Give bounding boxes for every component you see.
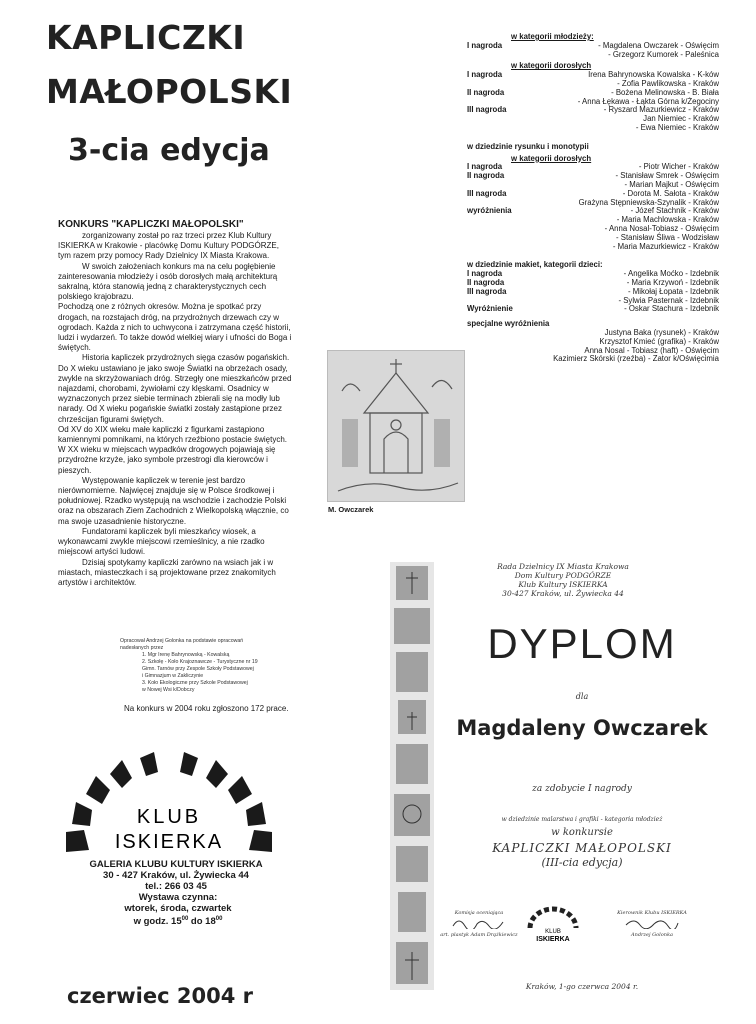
hours-days: wtorek, środa, czwartek (124, 903, 232, 914)
hours-label: Wystawa czynna: (138, 892, 218, 903)
winner-entry: Anna Nosal - Tobiasz (haft) - Oświęcim (584, 345, 719, 355)
winner-entry: - Piotr Wicher - Kraków (638, 162, 719, 172)
winner-entry: - Ryszard Mazurkiewicz - Kraków (603, 105, 719, 115)
diploma-signature-jury (434, 910, 524, 939)
winner-entry: Irena Bahrynowska Kowalska - K-ków (588, 70, 719, 80)
diploma-organizers (448, 562, 678, 598)
diploma-contest: KAPLICZKI MAŁOPOLSKI (492, 841, 672, 855)
sources-note (120, 638, 258, 694)
sources-intro: Opracował Andrzej Golonka na podstawie opracowań (120, 638, 244, 644)
award-label: Wyróżnienie (467, 304, 513, 314)
diploma-edition: (III-cia edycja) (541, 856, 623, 869)
logo-text-klub: KLUB (136, 806, 202, 828)
winner-entry: - Anna Nosal-Tobiasz - Oświęcim (604, 223, 719, 233)
diploma-logo (524, 906, 582, 946)
article-paragraph: Pochodzą one z różnych okresów. Można je spotkać przy drogach, na rozstajach dróg, na przydrożnych drzewach czy w ogrodach. Każda z nich to uchwycona i zatrzymana część historii, ludzi i wydarzeń. To także dowód wielkiej wiary i ufności do Boga i świętych. (58, 302, 292, 353)
results-group (467, 270, 719, 314)
award-label: I nagroda (467, 40, 503, 50)
article-paragraph: Fundatorami kapliczek byli mieszkańcy wiosek, a wykonawcami zwykle miejscowi rzemieślnicy, a nie rzadko miejscowi artyści ludowi. (58, 526, 265, 557)
title-line-1: KAPLICZKI (46, 18, 246, 57)
section-heading: w dziedzinie rysunku i monotypii (467, 141, 589, 151)
klub-iskierka-logo (60, 750, 278, 860)
article-paragraph: W swoich założeniach konkurs ma na celu pogłębienie zainteresowania młodzieży i osób dorosłych małą architekturą sakralną, która stanowią jedną z charakterystycznych cech polskiego krajobrazu. (58, 261, 278, 302)
result-row (467, 51, 719, 60)
result-row (467, 124, 719, 133)
hours-time (60, 914, 296, 927)
signature-title: Komisja oceniająca (454, 910, 504, 916)
hours-to-min: 00 (215, 916, 223, 922)
winner-entry: - Dorota M. Sałota - Kraków (622, 188, 719, 198)
chapel-artwork-image (327, 350, 465, 502)
sources-item: w Nowej Wsi k/Dobczy (142, 687, 195, 693)
section-heading: specjalne wyróżnienia (467, 319, 550, 329)
title-line-2: MAŁOPOLSKI (46, 72, 293, 111)
sources-item: Gimn. Tarnów przy Zespole Szkoły Podstawowej (142, 666, 254, 672)
winner-entry: - Józef Stachnik - Kraków (630, 206, 719, 216)
winner-entry: - Mikołaj Łopata - Izdebnik (627, 286, 719, 296)
result-row (467, 305, 719, 314)
diploma-org: 30-427 Kraków, ul. Żywiecka 44 (502, 589, 624, 598)
hours-from: w godz. 15 (133, 916, 182, 928)
sources-item: 3. Koło Ekologiczne przy Szkole Podstawowej (142, 680, 248, 686)
category-heading: w kategorii dorosłych (511, 153, 592, 163)
diploma-for: dla (575, 692, 589, 701)
results-group (467, 163, 719, 251)
winner-entry: Kazimierz Skórski (rzeźba) - Zator k/Oświęcimia (553, 354, 719, 364)
winner-entry: Jan Niemiec - Kraków (643, 114, 719, 124)
winner-entry: - Maria Mazurkiewicz - Kraków (612, 241, 719, 251)
article-paragraph: Od XV do XIX wieku małe kapliczki z figurkami zastąpiono kamiennymi pomnikami, na których rzeźbiono postacie świętych. W XX wieku w miejscach wypadków drogowych pojawiają się przydrożne krzyże, jako symbole przestrogi dla kierowców i pieszych. (58, 424, 287, 475)
article-paragraph: Dzisiaj spotykamy kapliczki zarówno na wsiach jak i w miastach, miasteczkach i są projektowane przez znakomitych artystów i architektów. (58, 557, 276, 587)
winner-entry: - Angelika Moćko - Izdebnik (623, 269, 719, 279)
winner-entry: Grażyna Stępniewska-Szynalik - Kraków (578, 197, 719, 207)
winner-entry: - Oskar Stachura - Izdebnik (624, 304, 719, 314)
result-row (467, 243, 719, 252)
award-label: I nagroda (467, 162, 503, 172)
diploma-logo-klub: KLUB (545, 929, 561, 935)
award-label: wyróżnienia (467, 206, 512, 216)
handwritten-signature (622, 917, 682, 929)
winner-entry: - Sylwia Pasternak - Izdebnik (618, 295, 719, 305)
award-label: III nagroda (467, 286, 507, 296)
article-paragraph: zorganizowany został po raz trzeci przez Klub Kultury ISKIERKA w Krakowie - placówkę Domu Kultury PODGÓRZE, tym razem przy pomocy Rady Dzielnicy IX Miasta Krakowa. (58, 231, 279, 261)
award-label: II nagroda (467, 277, 505, 287)
winner-entry: - Bożena Melinowska - B. Biała (611, 87, 719, 97)
artwork-caption: M. Owczarek (328, 505, 374, 514)
gallery-phone: tel.: 266 03 45 (145, 881, 207, 892)
results-group (467, 42, 719, 60)
winner-entry: - Stanisław Śliwa - Wodzisław (616, 232, 719, 242)
signature-name: Andrzej Golonka (631, 932, 673, 938)
diploma-contest-label: w konkursie (551, 827, 613, 838)
result-row (467, 355, 719, 364)
sources-intro: nadesłanych przez (120, 645, 164, 651)
gallery-address (58, 859, 294, 892)
winner-entry: - Maria Machlowska - Kraków (616, 215, 719, 225)
winner-entry: - Magdalena Owczarek - Oświęcim (598, 40, 719, 50)
award-label: III nagroda (467, 188, 507, 198)
award-label: I nagroda (467, 70, 503, 80)
hours-from-min: 00 (181, 916, 189, 922)
diploma-date: Kraków, 1-go czerwca 2004 r. (525, 982, 639, 991)
winner-entry: - Maria Krzywoń - Izdebnik (626, 277, 719, 287)
sources-item: 1. Mgr Irenę Bahrynowską - Kowalską (142, 652, 230, 658)
results-list (467, 33, 719, 364)
diploma-org: Rada Dzielnicy IX Miasta Krakowa (497, 562, 629, 571)
signature-name: art. plastyk Adam Drążkiewicz (440, 932, 518, 938)
winner-entry: - Grzegorz Kumorek - Paleśnica (608, 49, 719, 59)
winner-entry: - Anna Łękawa - Łąkta Górna k/Żegociny (577, 96, 719, 106)
footer-date: czerwiec 2004 r (67, 984, 253, 1008)
award-label: II nagroda (467, 87, 505, 97)
handwritten-signature (449, 917, 509, 929)
category-heading: w kategorii młodzieży: (511, 32, 594, 41)
diploma-logo-iskierka: ISKIERKA (536, 936, 570, 943)
diploma-award: za zdobycie I nagrody (532, 784, 632, 794)
sources-item: i Gimnazjum w Zakliczynie (142, 673, 204, 679)
results-group (467, 329, 719, 364)
award-label: I nagroda (467, 269, 503, 279)
winner-entry: Krzysztof Kmieć (grafika) - Kraków (599, 336, 719, 346)
winner-entry: - Marian Majkut - Oświęcim (624, 179, 719, 189)
category-heading: w kategorii dorosłych (511, 61, 592, 71)
article-heading: KONKURS "KAPLICZKI MAŁOPOLSKI" (58, 219, 244, 230)
award-label: III nagroda (467, 105, 507, 115)
award-label: II nagroda (467, 171, 505, 181)
diploma (388, 556, 736, 1016)
hours-to: do 18 (188, 916, 216, 928)
article-paragraph: Historia kapliczek przydrożnych sięga czasów pogańskich. Do X wieku ustawiano je jako swoje Światki na obrzeżach osady, zwykle na skrzyżowaniach dróg. Strzegły one mieszkańców przed najazdami, chorobami, żywiołami czy klęskami. Osadnicy w wyznaczonych przez siebie terminach zbierali się na modły lub narady. Od X wieku pogańskie światki zostały zastąpione przez chrześcijan figurami świętych. (58, 353, 292, 424)
article (58, 219, 292, 588)
signature-title: Kierownik Klubu ISKIERKA (617, 910, 687, 916)
winner-entry: - Stanisław Smrek - Oświęcim (615, 171, 719, 181)
diploma-signature-head (602, 910, 702, 939)
winner-entry: Justyna Baka (rysunek) - Kraków (604, 327, 719, 337)
section-heading: w dziedzinie makiet, kategorii dzieci: (467, 260, 603, 270)
results-group (467, 71, 719, 133)
sources-item: 2. Szkołę - Koło Krajoznawcze - Turystyczne nr 19 (142, 659, 258, 665)
winner-entry: - Ewa Niemiec - Kraków (635, 122, 719, 132)
gallery-street: 30 - 427 Kraków, ul. Żywiecka 44 (103, 870, 249, 881)
diploma-field: w dziedzinie malarstwa i grafiki - kategoria młodzież (501, 816, 663, 823)
title-line-3: 3-cia edycja (68, 133, 270, 168)
diploma-recipient: Magdaleny Owczarek (456, 716, 708, 740)
submission-count: Na konkurs w 2004 roku zgłoszono 172 prace. (124, 704, 289, 713)
diploma-org: Dom Kultury PODGÓRZE (514, 571, 612, 580)
opening-hours (60, 892, 296, 927)
logo-text-iskierka: ISKIERKA (114, 831, 224, 853)
article-paragraph: Występowanie kapliczek w terenie jest bardzo nierównomierne. Najwięcej znajduje się w Polsce środkowej i południowej. Rzadko występują na wschodzie i zachodzie Polski oraz na obszarach Ziem Zachodnich z Wielkopolską włącznie, co ma swoje uzasadnienie historyczne. (58, 475, 289, 526)
winner-entry: - Zofia Pawlikowska - Kraków (617, 78, 719, 88)
diploma-org: Klub Kultury ISKIERKA (518, 580, 608, 589)
diploma-title: DYPLOM (487, 620, 677, 667)
gallery-name: GALERIA KLUBU KULTURY ISKIERKA (89, 859, 263, 870)
diploma-photo-strip-image (390, 562, 434, 990)
